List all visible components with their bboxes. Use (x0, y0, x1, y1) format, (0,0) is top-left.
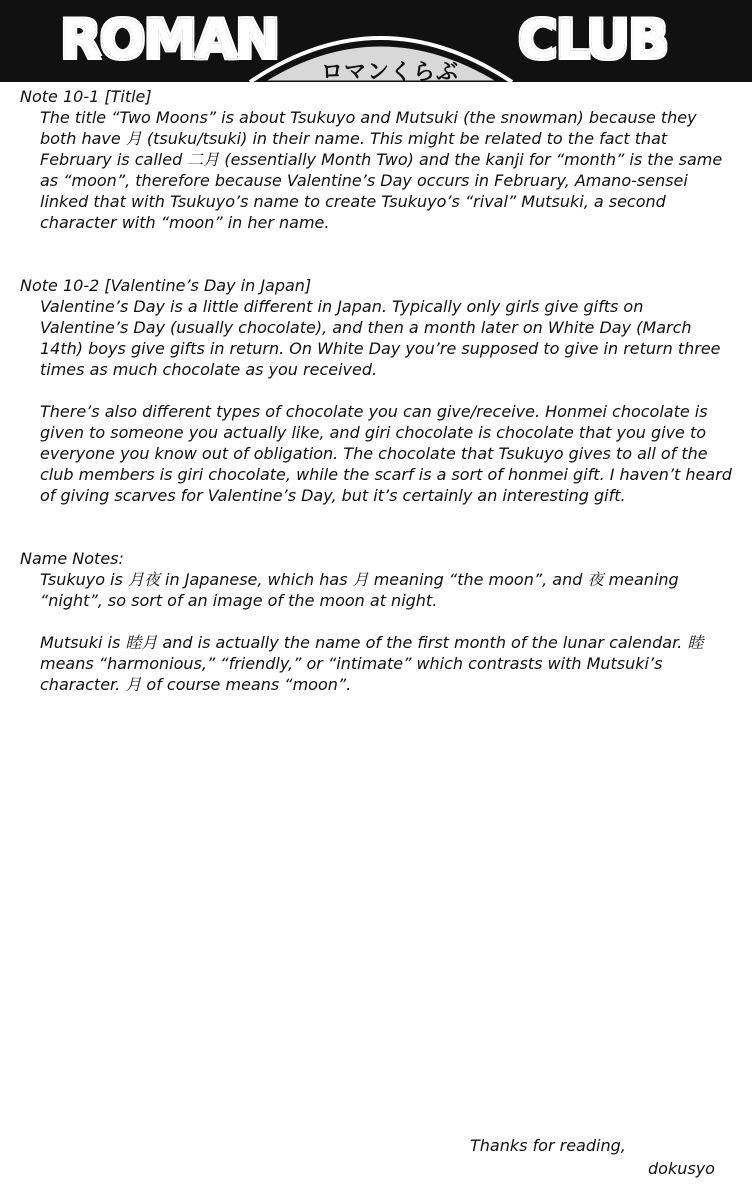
signoff-signer: dokusyo (648, 1159, 715, 1178)
logo-subtitle-jp: ロマンくらぶ (320, 60, 459, 82)
note-heading: Name Notes: (20, 549, 124, 568)
note-heading: Note 10-2 [Valentine’s Day in Japan] (20, 276, 312, 295)
note-paragraph: Mutsuki is 睦月 and is actually the name of the first month of the lunar calendar. 睦 means “harmonious,” “friendly,” or “intimate” which contrasts with Mutsuki’s character. 月 of course means “moon”. (40, 633, 704, 694)
note-heading: Note 10-1 [Title] (20, 87, 152, 106)
note-paragraph: Valentine’s Day is a little different in Japan. Typically only girls give gifts on Valentine’s Day (usually chocolate), and then a month later on White Day (March 14th) boys give gifts in return. On White Day you’re supposed to give in return three times as much chocolate as you received. (40, 297, 721, 379)
note-section (20, 275, 732, 506)
logo-club: CLUB (518, 8, 668, 71)
note-section (20, 548, 732, 695)
note-paragraph: There’s also different types of chocolate you can give/receive. Honmei chocolate is given to someone you actually like, and giri chocolate is chocolate that you give to everyone you know out of obligation. The chocolate that Tsukuyo gives to all of the club members is giri chocolate, while the scarf is a sort of honmei gift. I haven’t heard of giving scarves for Valentine’s Day, but it’s certainly an interesting gift. (40, 402, 732, 505)
signoff (470, 1134, 730, 1180)
header-banner (0, 0, 752, 82)
note-section (20, 86, 732, 233)
notes-body (20, 86, 732, 695)
signoff-thanks: Thanks for reading, (470, 1136, 626, 1155)
logo-roman: ROMAN (60, 8, 279, 71)
note-paragraph: The title “Two Moons” is about Tsukuyo and Mutsuki (the snowman) because they both have 月 (tsuku/tsuki) in their name. This might be related to the fact that February is called 二月 (essentially Month Two) and the kanji for “month” is the same as “moon”, therefore because Valentine’s Day occurs in February, Amano-sensei linked that with Tsukuyo’s name to create Tsukuyo’s “rival” Mutsuki, a second character with “moon” in her name. (40, 108, 723, 232)
note-paragraph: Tsukuyo is 月夜 in Japanese, which has 月 meaning “the moon”, and 夜 meaning “night”, so sort of an image of the moon at night. (40, 570, 679, 610)
